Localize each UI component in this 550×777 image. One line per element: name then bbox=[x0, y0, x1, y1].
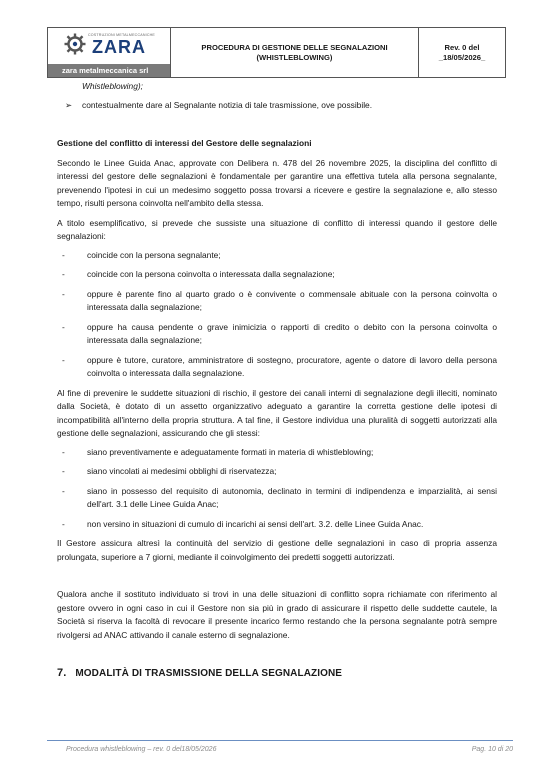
chapter-heading bbox=[57, 667, 497, 681]
document-title-line1: PROCEDURA DI GESTIONE DELLE SEGNALAZIONI bbox=[201, 42, 388, 52]
company-logo bbox=[48, 28, 170, 77]
company-name-band: zara metalmeccanica srl bbox=[48, 64, 170, 77]
list-item: - coincide con la persona coinvolta o interessata dalla segnalazione; bbox=[57, 268, 497, 282]
authorized-subjects-list bbox=[57, 446, 497, 532]
arrow-bullet-icon: ➢ bbox=[65, 99, 73, 110]
arrow-list-item-text: contestualmente dare al Segnalante notizia di tale trasmissione, ove possibile. bbox=[82, 99, 373, 110]
logo-cell bbox=[48, 28, 171, 78]
list-item: - oppure è parente fino al quarto grado o è convivente o commensale abituale con la persona coinvolta o interessata dalla segnalazione; bbox=[62, 288, 497, 312]
paragraph-4: Il Gestore assicura altresì la continuità del servizio di gestione delle segnalazioni in caso di propria assenza prolungata, superiore a 7 giorni, mediante il coinvolgimento dei predetti soggetti autorizzati. bbox=[57, 538, 497, 562]
document-title-line2: (WHISTLEBLOWING) bbox=[256, 52, 333, 62]
list-item: - siano vincolati ai medesimi obblighi di riservatezza; bbox=[57, 465, 497, 479]
logo-wordmark: ZARA bbox=[92, 37, 146, 57]
revision-cell bbox=[419, 28, 506, 78]
footer-document-info: Procedura whistleblowing – rev. 0 del18/05/2026 bbox=[66, 746, 217, 753]
section-title: Gestione del conflitto di interessi del Gestore delle segnalazioni bbox=[57, 138, 312, 148]
paragraph-3: Al fine di prevenire le suddette situazioni di rischio, il gestore dei canali interni di segnalazione degli illeciti, nominato dalla Società, è dotato di un assetto organizzativo adeguato a garantire la corretta gestione delle ipotesi di incompatibilità all'interno della propria struttura. A tal fine, il Gestore individua una pluralità di soggetti autorizzati alla gestione delle segnalazioni, assicurando che gli stessi: bbox=[57, 387, 497, 438]
paragraph-2: A titolo esemplificativo, si prevede che sussiste una situazione di conflitto di interessi quando il gestore delle segnalazioni: bbox=[57, 217, 497, 241]
document-header bbox=[47, 27, 506, 78]
dash-bullet: - bbox=[62, 249, 65, 260]
conflict-cases-list bbox=[57, 249, 497, 381]
chapter-number: 7. bbox=[57, 667, 67, 679]
continued-text: Whistleblowing); bbox=[82, 81, 143, 91]
list-item: - non versino in situazioni di cumulo di incarichi ai sensi dell'art. 3.2. delle Linee Guida Anac. bbox=[57, 518, 497, 532]
paragraph-1: Secondo le Linee Guida Anac, approvate con Delibera n. 478 del 26 novembre 2025, la disciplina del conflitto di interessi del gestore delle segnalazioni è fondamentale per garantire una effettiva tutela alla persona segnalante, prevenendo l'ipotesi in cui un medesimo soggetto possa trovarsi a ricevere e gestire la segnalazione e, allo stesso tempo, risulti persona coinvolta nell'ambito della stessa. bbox=[57, 157, 497, 208]
dash-bullet: - bbox=[62, 466, 65, 476]
list-item: - coincide con la persona segnalante; bbox=[57, 249, 497, 263]
dash-bullet: - bbox=[62, 485, 65, 496]
dash-bullet: - bbox=[62, 446, 65, 457]
page-body bbox=[57, 80, 497, 681]
revision-date: _18/05/2026_ bbox=[438, 52, 486, 62]
document-title-cell bbox=[171, 28, 419, 78]
paragraph-5: Qualora anche il sostituto individuato si trovi in una delle situazioni di conflitto sopra richiamate con riferimento al gestore ovvero in ogni caso in cui il Gestore non sia più in grado di assicurare il rispetto delle suddette cautele, la Società si riserva la facoltà di revocare il presente incarico fermo restando che la persona segnalante potrà sempre rivolgersi ad ANAC attivando il canale esterno di segnalazione. bbox=[57, 589, 497, 640]
gear-icon bbox=[64, 33, 86, 55]
footer-rule bbox=[47, 740, 513, 741]
revision-label: Rev. 0 del bbox=[444, 42, 480, 52]
dash-bullet: - bbox=[62, 288, 65, 299]
list-item: - oppure è tutore, curatore, amministratore di sostegno, procuratore, agente o datore di lavoro della persona coinvolta o interessata dalla segnalazione. bbox=[62, 354, 497, 378]
list-item: - oppure ha causa pendente o grave inimicizia o rapporti di credito o debito con la persona coinvolta o interessata dalla segnalazione; bbox=[62, 321, 497, 345]
arrow-list-item bbox=[57, 99, 497, 113]
dash-bullet: - bbox=[62, 269, 65, 279]
list-item: - siano in possesso del requisito di autonomia, declinato in termini di indipendenza e imparzialità, ai sensi dell'art. 3.1 delle Linee Guida Anac; bbox=[62, 485, 497, 509]
dash-bullet: - bbox=[62, 321, 65, 332]
list-item: - siano preventivamente e adeguatamente formati in materia di whistleblowing; bbox=[57, 446, 497, 460]
dash-bullet: - bbox=[62, 518, 65, 529]
footer-page-number: Pag. 10 di 20 bbox=[471, 746, 513, 753]
chapter-title: MODALITÀ DI TRASMISSIONE DELLA SEGNALAZIONE bbox=[75, 668, 343, 679]
dash-bullet: - bbox=[62, 354, 65, 365]
logo-tagline: COSTRUZIONI METALMECCANICHE bbox=[88, 33, 156, 37]
